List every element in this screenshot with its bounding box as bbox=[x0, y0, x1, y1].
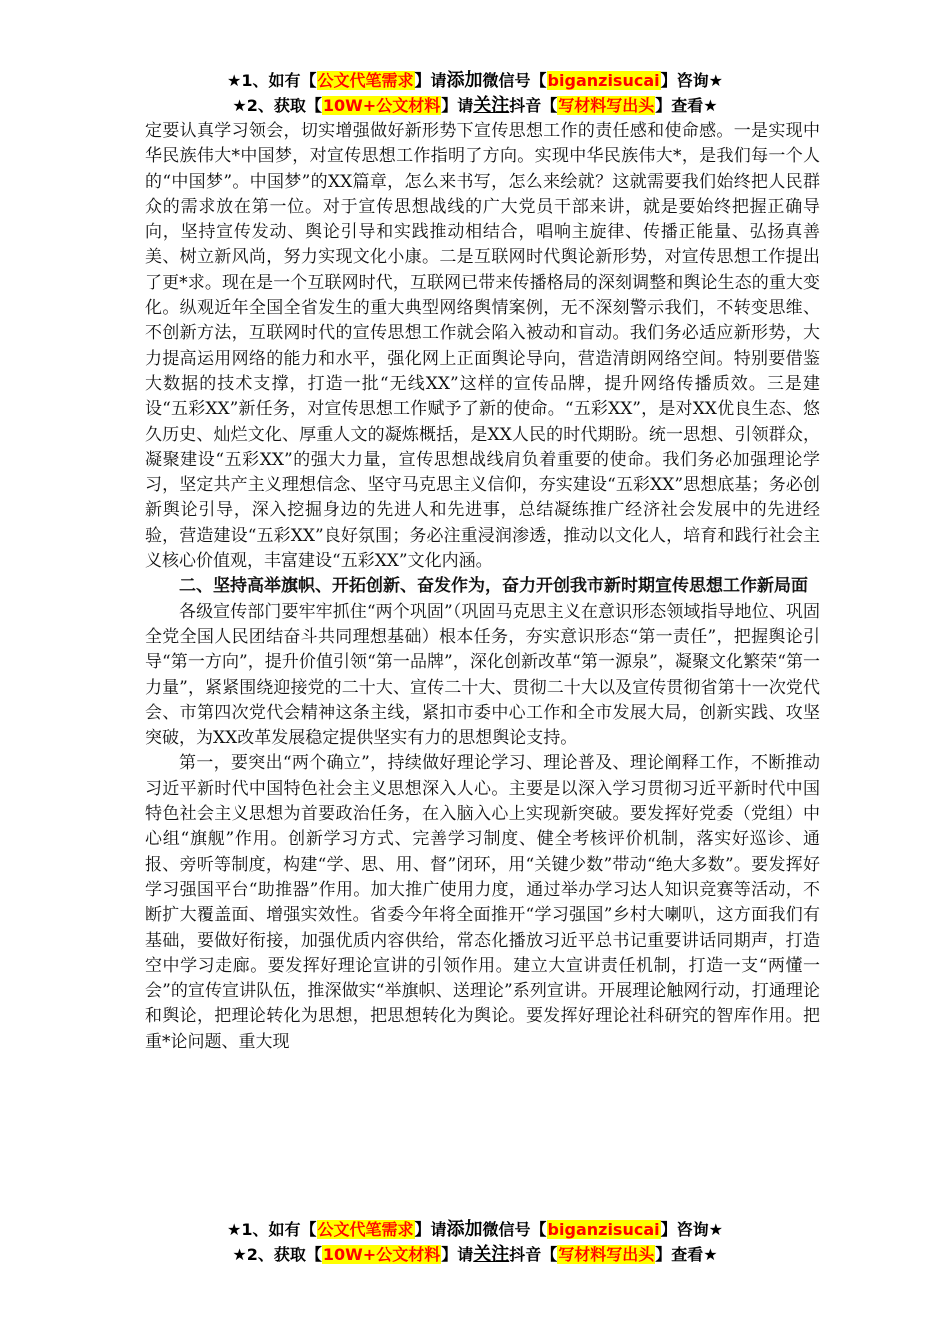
promo-text: 】请 bbox=[414, 1220, 447, 1239]
promo-text: 】请 bbox=[441, 1245, 474, 1264]
promo-text: 】咨询★ bbox=[660, 71, 723, 90]
promo-text: 微信号【 bbox=[482, 71, 547, 90]
promo-emphasis: 关注 bbox=[473, 1244, 510, 1265]
promo-line-1 bbox=[0, 68, 950, 93]
promo-text: 】请 bbox=[414, 71, 447, 90]
document-body bbox=[145, 119, 820, 1055]
promo-highlight: 公文代笔需求 bbox=[317, 71, 414, 90]
promo-highlight-wechat: biganzisucai bbox=[547, 71, 660, 90]
promo-text: 】请 bbox=[441, 96, 474, 115]
promo-text: 】查看★ bbox=[655, 96, 718, 115]
promo-text: 微信号【 bbox=[482, 1220, 547, 1239]
promo-emphasis: 添加 bbox=[446, 1219, 483, 1240]
promo-highlight-douyin: 写材料写出头 bbox=[558, 1245, 655, 1264]
promo-text: ★1、如有【 bbox=[227, 1220, 317, 1239]
promo-highlight-wechat: biganzisucai bbox=[547, 1220, 660, 1239]
promo-text: 】查看★ bbox=[655, 1245, 718, 1264]
promo-text: ★2、获取【 bbox=[232, 1245, 322, 1264]
promo-text: 抖音【 bbox=[509, 1245, 558, 1264]
promo-banner-top bbox=[0, 68, 950, 118]
section-heading: 二、坚持高举旗帜、开拓创新、奋发作为，奋力开创我市新时期宣传思想工作新局面 bbox=[179, 576, 808, 597]
promo-text: 抖音【 bbox=[509, 96, 558, 115]
promo-highlight-douyin: 写材料写出头 bbox=[558, 96, 655, 115]
promo-text: ★2、获取【 bbox=[232, 96, 322, 115]
promo-highlight: 公文代笔需求 bbox=[317, 1220, 414, 1239]
body-paragraph: 各级宣传部门要牢牢抓住“两个巩固”（巩固马克思主义在意识形态领域指导地位、巩固全党全国人民团结奋斗共同理想基础）根本任务，夯实意识形态“第一责任”，把握舆论引导“第一方向”，提升价值引领“第一品牌”，深化创新改革“第一源泉”，凝聚文化繁荣“第一力量”，紧紧围绕迎接党的二十大、宣传二十大、贯彻二十大以及宣传贯彻省第十一次党代会、市第四次党代会精神这条主线，紧扣市委中心工作和全市发展大局，创新实践、攻坚突破，为XX改革发展稳定提供坚实有力的思想舆论支持。 bbox=[145, 601, 820, 749]
promo-line-2 bbox=[0, 1242, 950, 1267]
promo-text: 】咨询★ bbox=[660, 1220, 723, 1239]
promo-emphasis: 添加 bbox=[446, 70, 483, 91]
promo-emphasis: 关注 bbox=[473, 95, 510, 116]
promo-banner-bottom bbox=[0, 1217, 950, 1267]
body-paragraph: 定要认真学习领会，切实增强做好新形势下宣传思想工作的责任感和使命感。一是实现中华民族伟大*中国梦，对宣传思想工作指明了方向。实现中华民族伟大*，是我们每一个人的“中国梦”。中国梦”的XX篇章，怎么来书写，怎么来绘就？这就需要我们始终把人民群众的需求放在第一位。对于宣传思想战线的广大党员干部来讲，就是要始终把握正确导向，坚持宣传发动、舆论引导和实践推动相结合，唱响主旋律、传播正能量、弘扬真善美、树立新风尚，努力实现文化小康。二是互联网时代舆论新形势，对宣传思想工作提出了更*求。现在是一个互联网时代，互联网已带来传播格局的深刻调整和舆论生态的重大变化。纵观近年全国全省发生的重大典型网络舆情案例，无不深刻警示我们，不转变思维、不创新方法，互联网时代的宣传思想工作就会陷入被动和盲动。我们务必适应新形势，大力提高运用网络的能力和水平，强化网上正面舆论导向，营造清朗网络空间。特别要借鉴大数据的技术支撑，打造一批“无线XX”这样的宣传品牌，提升网络传播质效。三是建设“五彩XX”新任务，对宣传思想工作赋予了新的使命。“五彩XX”，是对XX优良生态、悠久历史、灿烂文化、厚重人文的凝炼概括，是XX人民的时代期盼。统一思想、引领群众，凝聚建设“五彩XX”的强大力量，宣传思想战线肩负着重要的使命。我们务必加强理论学习，坚定共产主义理想信念、坚守马克思主义信仰，夯实建设“五彩XX”思想底基；务必创新舆论引导，深入挖掘身边的先进人和先进事，总结凝练推广经济社会发展中的先进经验，营造建设“五彩XX”良好氛围；务必注重浸润渗透，推动以文化人，培育和践行社会主义核心价值观，丰富建设“五彩XX”文化内涵。 bbox=[145, 121, 820, 572]
promo-text: ★1、如有【 bbox=[227, 71, 317, 90]
promo-highlight: 10W+公文材料 bbox=[322, 1245, 441, 1264]
body-paragraph: 第一，要突出“两个确立”，持续做好理论学习、理论普及、理论阐释工作，不断推动习近平新时代中国特色社会主义思想深入人心。主要是以深入学习贯彻习近平新时代中国特色社会主义思想为首要政治任务，在入脑入心上实现新突破。要发挥好党委（党组）中心组“旗舰”作用。创新学习方式、完善学习制度、健全考核评价机制，落实好巡诊、通报、旁听等制度，构建“学、思、用、督”闭环，用“关键少数”带动“绝大多数”。要发挥好学习强国平台“助推器”作用。加大推广使用力度，通过举办学习达人知识竞赛等活动，不断扩大覆盖面、增强实效性。省委今年将全面推开“学习强国”乡村大喇叭，这方面我们有基础，要做好衔接，加强优质内容供给，常态化播放习近平总书记重要讲话同期声，打造空中学习走廊。要发挥好理论宣讲的引领作用。建立大宣讲责任机制，打造一支“两懂一会”的宣传宣讲队伍，推深做实“举旗帜、送理论”系列宣讲。开展理论触网行动，打通理论和舆论，把理论转化为思想，把思想转化为舆论。要发挥好理论社科研究的智库作用。把重*论问题、重大现 bbox=[145, 753, 820, 1052]
promo-highlight: 10W+公文材料 bbox=[322, 96, 441, 115]
promo-line-2 bbox=[0, 93, 950, 118]
promo-line-1 bbox=[0, 1217, 950, 1242]
